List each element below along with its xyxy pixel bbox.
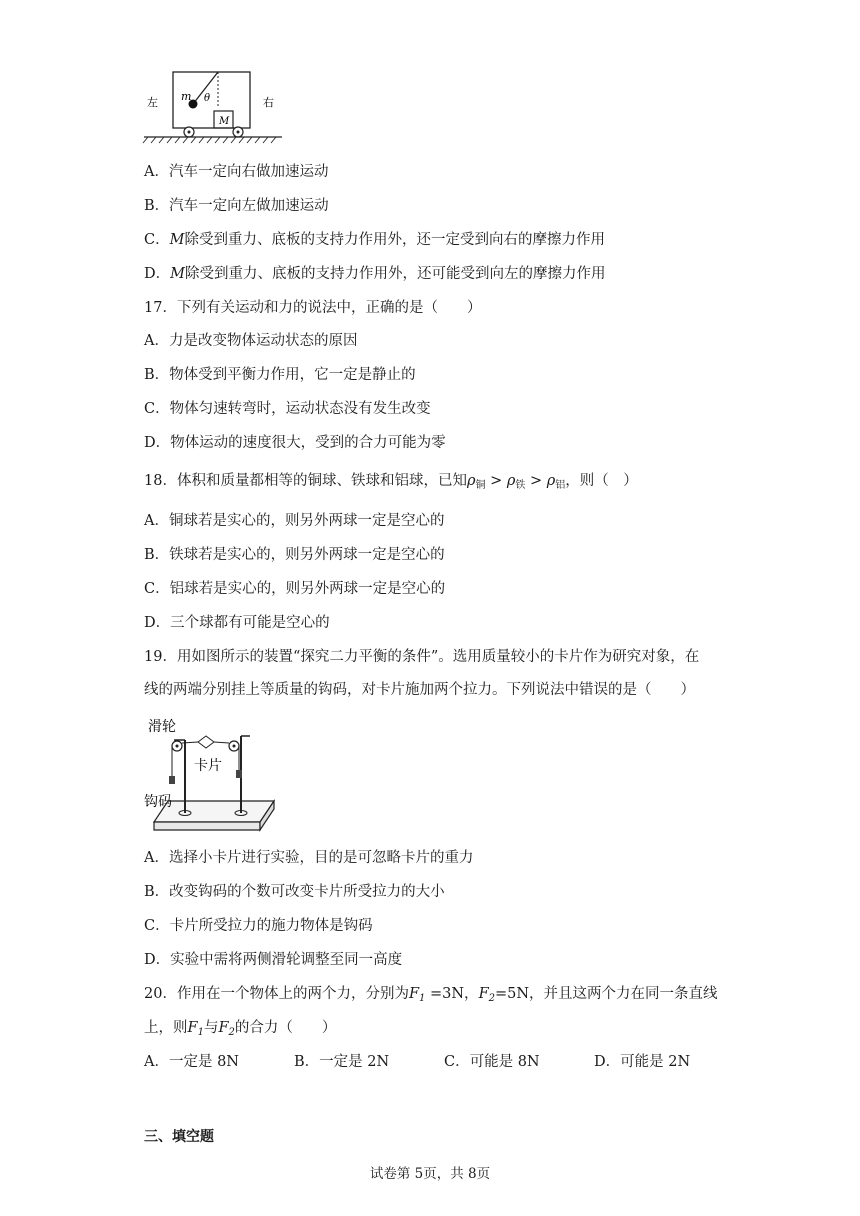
q18-option-b: B．铁球若是实心的，则另外两球一定是空心的 (144, 547, 445, 563)
q17-option-a: A．力是改变物体运动状态的原因 (144, 333, 358, 349)
label-card: 卡片 (194, 758, 222, 774)
q17-stem: 17．下列有关运动和力的说法中，正确的是（ ） (144, 300, 482, 316)
balance-apparatus-figure (142, 712, 276, 836)
label-M: M (219, 116, 230, 127)
q18-stem: 18．体积和质量都相等的铜球、铁球和铝球，已知$\rho_铜 > \rho_铁 > \rho_铝$，则（ ） (144, 473, 638, 491)
q20-stem-line1: 20．作用在一个物体上的两个力，分别为$F_1 =3N$，$F_2=5N$，并且这两个力在同一条直线 (144, 986, 718, 1004)
q19-option-c: C．卡片所受拉力的施力物体是钩码 (144, 918, 373, 934)
q17-option-d: D．物体运动的速度很大，受到的合力可能为零 (144, 435, 446, 451)
q18-option-c: C．铝球若是实心的，则另外两球一定是空心的 (144, 581, 446, 597)
q16-option-c: C．M除受到重力、底板的支持力作用外，还一定受到向右的摩擦力作用 (144, 232, 605, 248)
q19-stem-line2: 线的两端分别挂上等质量的钩码，对卡片施加两个拉力。下列说法中错误的是（ ） (144, 682, 695, 698)
q17-option-c: C．物体匀速转弯时，运动状态没有发生改变 (144, 401, 431, 417)
q16-option-d: D．M除受到重力、底板的支持力作用外，还可能受到向左的摩擦力作用 (144, 266, 606, 282)
label-m: m (181, 90, 192, 103)
q20-option-a: A．一定是 8N (144, 1054, 239, 1070)
q19-option-b: B．改变钩码的个数可改变卡片所受拉力的大小 (144, 884, 445, 900)
label-weight: 钩码 (144, 794, 172, 810)
label-right: 右 (263, 96, 274, 109)
q20-option-b: B．一定是 2N (294, 1054, 390, 1070)
label-left: 左 (147, 96, 158, 109)
q20-stem-line2: 上，则$F_1$与$F_2$的合力（ ） (144, 1020, 337, 1038)
q20-option-c: C．可能是 8N (444, 1054, 540, 1070)
q16-option-a: A．汽车一定向右做加速运动 (144, 164, 329, 180)
q20-option-d: D．可能是 2N (594, 1054, 691, 1070)
section-heading: 三、填空题 (144, 1129, 214, 1145)
q20-options (144, 1052, 690, 1072)
q19-option-d: D．实验中需将两侧滑轮调整至同一高度 (144, 952, 403, 968)
q19-option-a: A．选择小卡片进行实验，目的是可忽略卡片的重力 (144, 850, 474, 866)
label-theta: θ (204, 93, 211, 104)
q19-stem-line1: 19．用如图所示的装置“探究二力平衡的条件”。选用质量较小的卡片作为研究对象，在 (144, 649, 700, 665)
page-footer: 试卷第 5页，共 8页 (369, 1166, 491, 1182)
cart-pendulum-figure (140, 66, 290, 146)
q17-option-b: B．物体受到平衡力作用，它一定是静止的 (144, 367, 416, 383)
q18-option-d: D．三个球都有可能是空心的 (144, 615, 330, 631)
q18-option-a: A．铜球若是实心的，则另外两球一定是空心的 (144, 513, 445, 529)
label-pulley: 滑轮 (148, 719, 176, 735)
q16-option-b: B．汽车一定向左做加速运动 (144, 198, 329, 214)
